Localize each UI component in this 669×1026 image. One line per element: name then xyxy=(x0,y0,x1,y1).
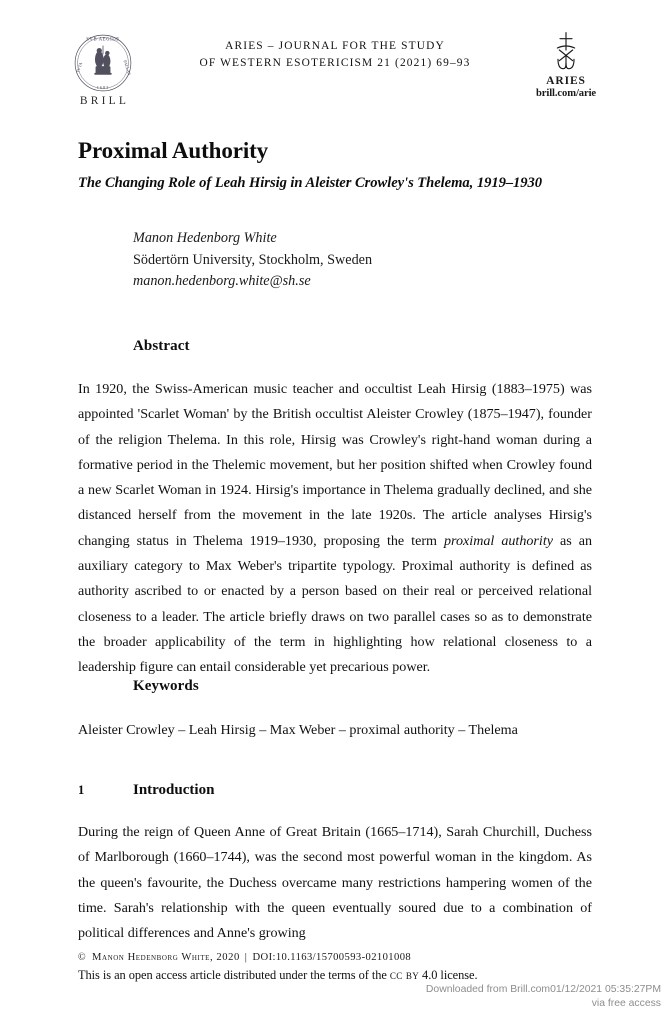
section-heading: Introduction xyxy=(133,782,215,798)
watermark-line-2: via free access xyxy=(591,998,661,1009)
masthead xyxy=(0,30,669,108)
copyright-symbol: © xyxy=(78,952,86,963)
author-name: Manon Hedenborg White xyxy=(133,230,277,246)
license-suffix: 4.0 license. xyxy=(419,968,478,982)
keywords-heading: Keywords xyxy=(133,678,199,694)
svg-text:TVTA: TVTA xyxy=(75,61,84,74)
brill-wordmark: BRILL xyxy=(79,95,130,107)
abstract-term-proximal-authority: proximal authority xyxy=(443,532,553,549)
aries-logo-name: ARIES xyxy=(546,75,586,87)
brill-seal-icon xyxy=(72,32,134,94)
doi-link[interactable]: DOI:10.1163/15700593-02101008 xyxy=(252,952,412,963)
introduction-body: During the reign of Queen Anne of Great Britain (1665–1714), Sarah Churchill, Duchess of Marlborough (1660–1744), was the second most powerful woman in the kingdom. As the queen's favourite, the Duchess overcame many restrictions hampering women of the time. Sarah's relationship with the queen eventually soured due to a combination of political differences and Anne's growing xyxy=(78,824,592,942)
aries-alchemical-sigil-icon xyxy=(546,30,586,74)
brill-logo[interactable] xyxy=(62,32,144,107)
aries-journal-logo[interactable] xyxy=(520,30,612,99)
author-email[interactable]: manon.hedenborg.white@sh.se xyxy=(133,273,311,289)
abstract-text-part-1: In 1920, the Swiss-American music teacher and occultist Leah Hirsig (1883–1975) was appointed 'Scarlet Woman' by the British occultist Aleister Crowley (1875–1947), founder of the religion Thelema. In this role, Hirsig was Crowley's right-hand woman during a formative period in the Thelemic movement, but her position shifted when Crowley found a new Scarlet Woman in 1924. Hirsig's importance in Thelema gradually declined, and she distanced herself from the movement in the late 1920s. The article analyses Hirsig's changing status in Thelema 1919–1930, proposing the term xyxy=(78,381,592,549)
svg-text:SVB AEGIDE: SVB AEGIDE xyxy=(86,37,120,43)
watermark-line-1: Downloaded from Brill.com01/12/2021 05:35:27PM xyxy=(425,984,661,995)
abstract-text-part-2: as an auxiliary category to Max Weber's tripartite typology. Proximal authority is defined as authority ascribed to or enacted by a person based on their real or perceived relational closeness to a leader. The article briefly draws on two parallel cases so as to demonstrate the broader applicability of the term in highlighting how relational closeness to a leadership figure can entail considerable yet precarious power. xyxy=(78,532,592,676)
footer xyxy=(78,952,598,983)
footer-separator: | xyxy=(244,952,248,963)
running-head-line-2: OF WESTERN ESOTERICISM 21 (2021) 69–93 xyxy=(199,57,471,69)
license-prefix: This is an open access article distributed under the terms of the xyxy=(78,968,390,982)
running-head-line-1: ARIES – JOURNAL FOR THE STUDY xyxy=(225,40,445,52)
svg-text:1683: 1683 xyxy=(96,85,110,91)
author-block xyxy=(133,228,593,293)
section-number: 1 xyxy=(78,783,85,797)
article-subtitle: The Changing Role of Leah Hirsig in Aleister Crowley's Thelema, 1919–1930 xyxy=(78,175,543,191)
title-block xyxy=(78,137,593,193)
aries-logo-url[interactable]: brill.com/arie xyxy=(535,88,597,99)
abstract-heading: Abstract xyxy=(133,338,190,354)
copyright-holder: Manon Hedenborg White, 2020 xyxy=(92,952,240,963)
author-affiliation: Södertörn University, Stockholm, Sweden xyxy=(133,251,373,268)
svg-text:PALLAS: PALLAS xyxy=(122,59,133,76)
copyright-line xyxy=(78,952,598,963)
introduction-heading-row xyxy=(78,782,593,799)
license-name[interactable]: cc by xyxy=(389,968,419,982)
running-head xyxy=(150,38,520,72)
license-line xyxy=(78,968,598,983)
page-title: Proximal Authority xyxy=(78,138,269,163)
download-watermark xyxy=(361,983,661,1011)
keywords-list: Aleister Crowley – Leah Hirsig – Max Weber – proximal authority – Thelema xyxy=(78,722,518,738)
abstract-body xyxy=(78,377,592,681)
